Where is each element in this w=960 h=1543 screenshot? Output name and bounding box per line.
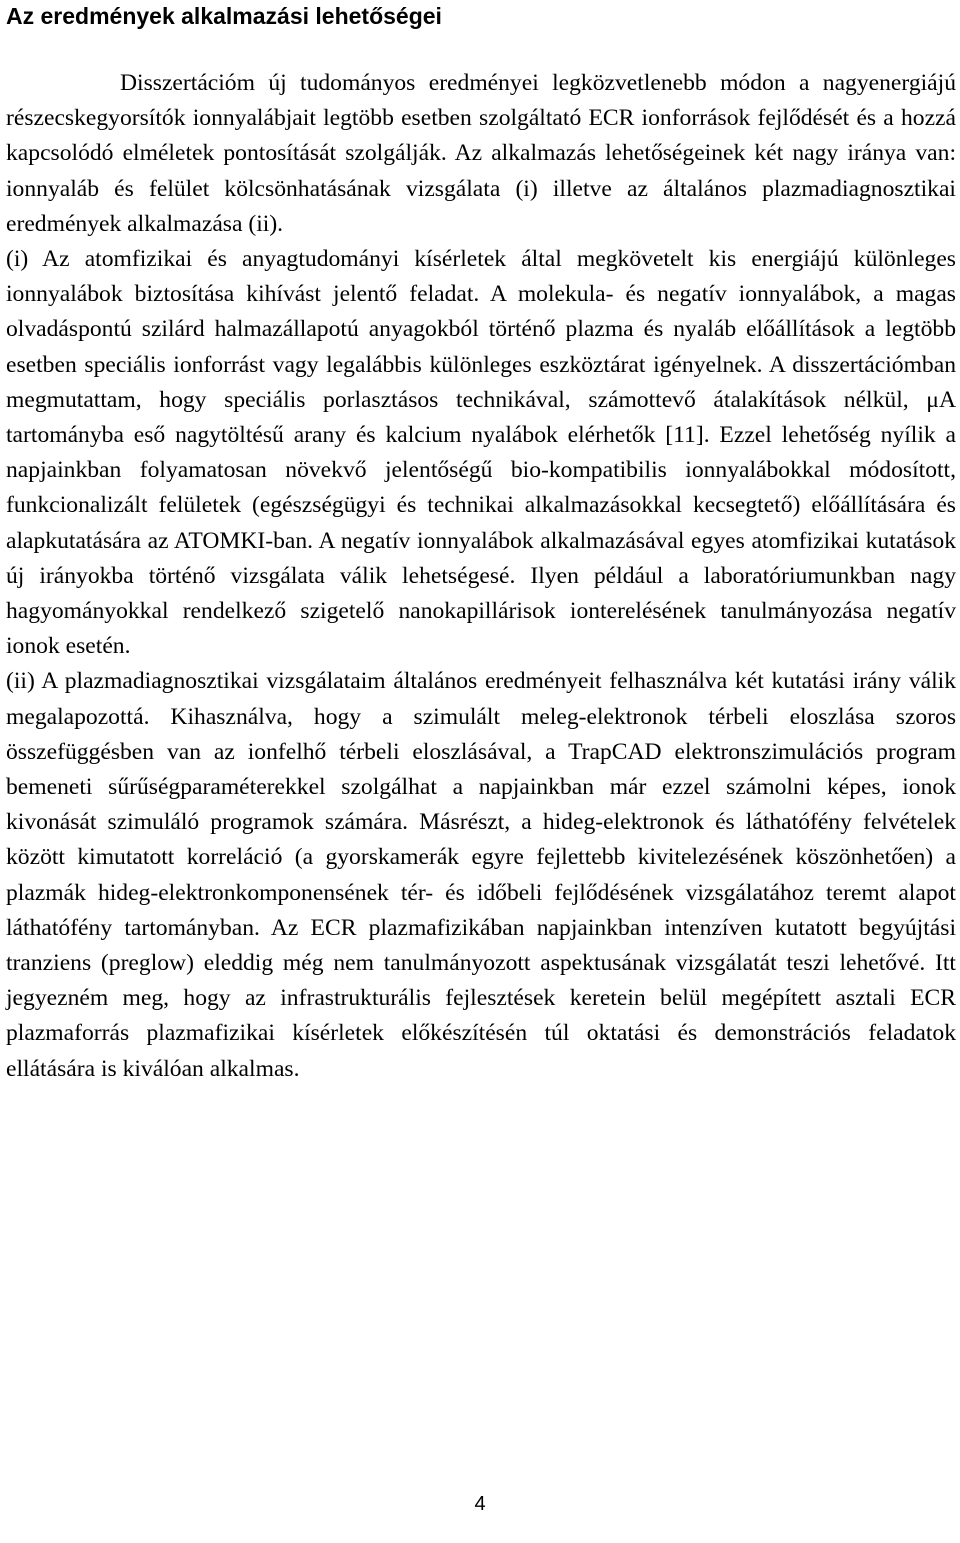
section-heading: Az eredmények alkalmazási lehetőségei [6, 3, 442, 29]
document-page [6, 0, 956, 1082]
paragraph-i: (i) Az atomfizikai és anyagtudományi kísérletek által megkövetelt kis energiájú különleges ionnyalábok biztosítása kihívást jelentő feladat. A molekula- és negatív ionnyalábok, a magas olvadáspontú szilárd halmazállapotú anyagokból történő plazma és nyaláb előállítások a legtöbb esetben speciális ionforrást vagy legalábbis különleges eszköztárat igényelnek. A disszertációmban megmutattam, hogy speciális porlasztásos technikával, számottevő átalakítások nélkül, μA tartományba eső nagytöltésű arany és kalcium nyalábok elérhetők [11]. Ezzel lehetőség nyílik a napjainkban folyamatosan növekvő jelentőségű bio-kompatibilis ionnyalábokkal módosított, funkcionalizált felületek (egészségügyi és technikai alkalmazásokkal kecsegtető) előállítására és alapkutatására az ATOMKI-ban. A negatív ionnyalábok alkalmazásával egyes atomfizikai kutatások új irányokba történő vizsgálata válik lehetségesé. Ilyen például a laboratóriumunkban nagy hagyományokkal rendelkező szigetelő nanokapillárisok ionterelésének tanulmányozása negatív ionok esetén. [6, 246, 956, 660]
body-text [6, 66, 956, 1087]
paragraph-intro: Disszertációm új tudományos eredményei legközvetlenebb módon a nagyenergiájú részecskegyorsítók ionnyalábjait legtöbb esetben szolgáltató ECR ionforrások fejlődését és a hozzá kapcsolódó elméletek pontosítását szolgálják. Az alkalmazás lehetőségeinek két nagy iránya van: ionnyaláb és felület kölcsönhatásának vizsgálata (i) illetve az általános plazmadiagnosztikai eredmények alkalmazása (ii). [6, 70, 956, 237]
page-number: 4 [474, 1493, 486, 1515]
paragraph-ii: (ii) A plazmadiagnosztikai vizsgálataim általános eredményeit felhasználva két kutatási irány válik megalapozottá. Kihasználva, hogy a szimulált meleg-elektronok térbeli eloszlása szoros összefüggésben van az ionfelhő térbeli eloszlásával, a TrapCAD elektronszimulációs program bemeneti sűrűségparaméterekkel szolgálhat a napjainkban már ezzel számolni képes, ionok kivonását szimuláló programok számára. Másrészt, a hideg-elektronok és láthatófény felvételek között kimutatott korreláció (a gyorskamerák egyre fejlettebb kivitelezésének köszönhetően) a plazmák hideg-elektronkomponensének tér- és időbeli fejlődésének vizsgálatához teremt alapot láthatófény tartományban. Az ECR plazmafizikában napjainkban intenzíven kutatott begyújtási tranziens (preglow) eleddig még nem tanulmányozott aspektusának vizsgálatát teszi lehetővé. Itt jegyezném meg, hogy az infrastrukturális fejlesztések keretein belül megépített asztali ECR plazmaforrás plazmafizikai kísérletek előkészítésén túl oktatási és demonstrációs feladatok ellátására is kiválóan alkalmas. [6, 668, 956, 1082]
